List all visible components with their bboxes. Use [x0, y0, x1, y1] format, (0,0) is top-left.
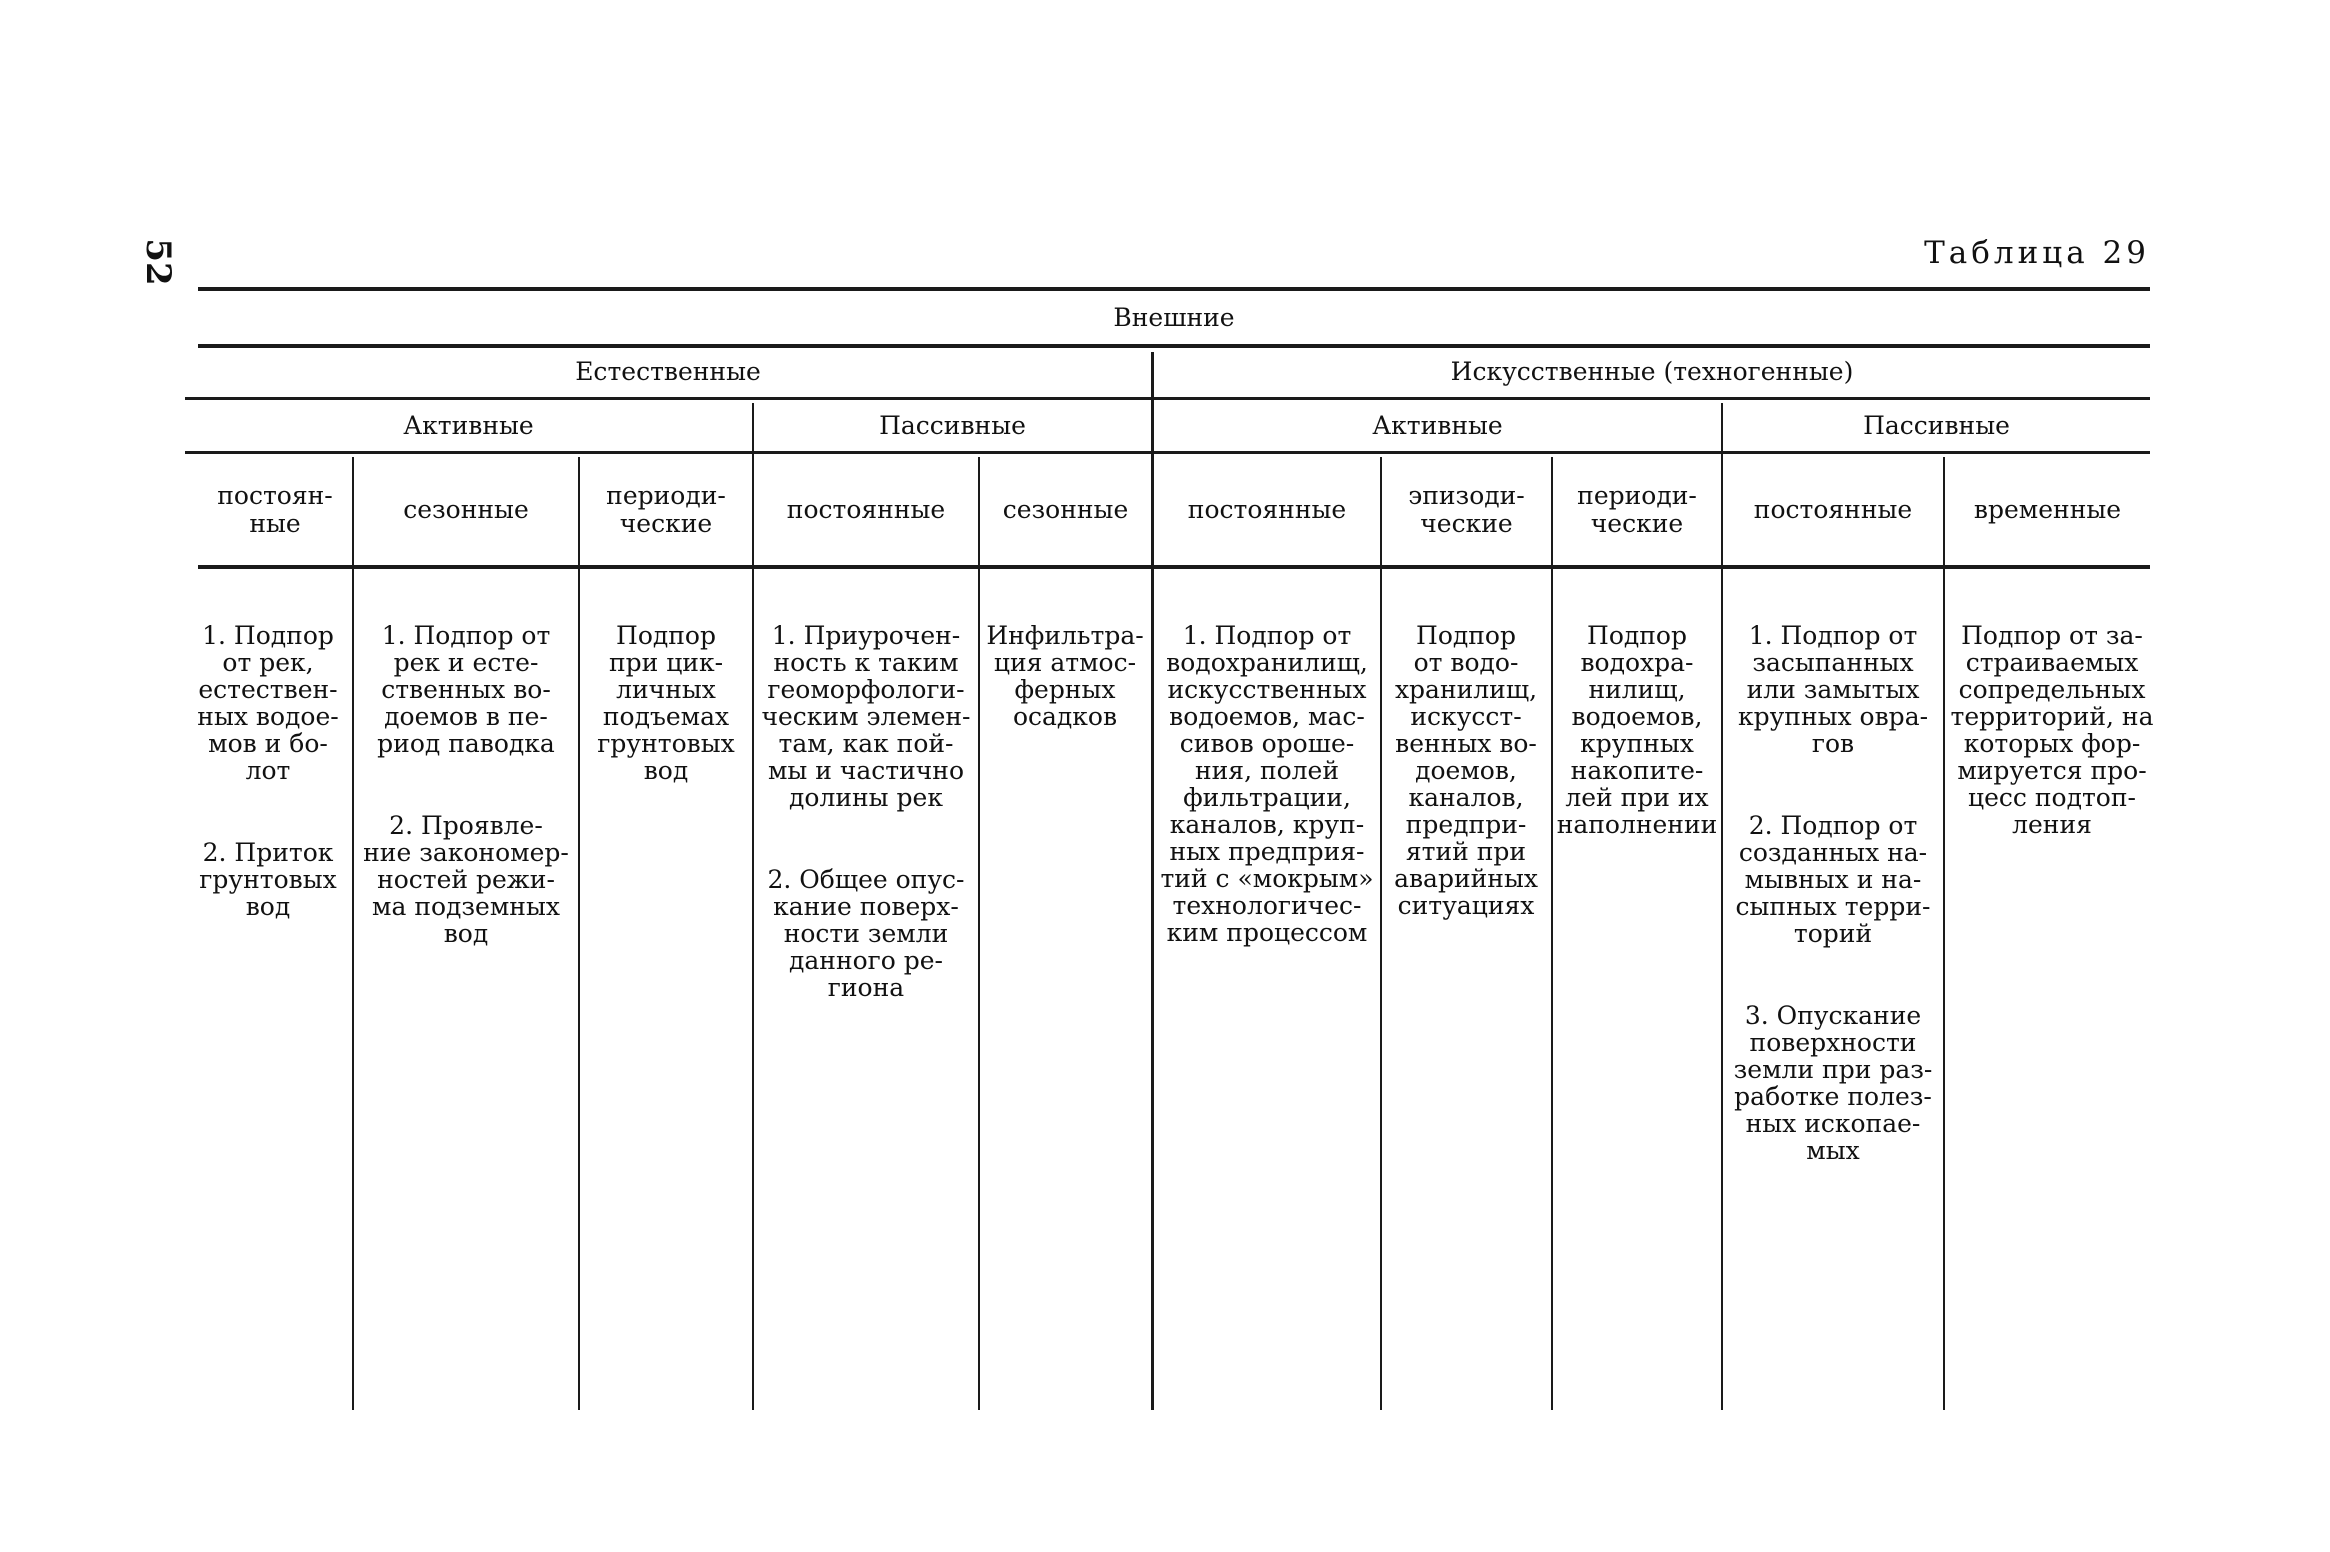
cell-item: 3. Опускание поверхности земли при раз- работке полез- ных ископае- мых [1733, 1001, 1933, 1165]
cell-item: 2. Проявле- ние закономер- ностей режи- ма подземных вод [363, 811, 569, 948]
header-natural-passive: Пассивные [879, 411, 1026, 440]
header-natural: Естественные [575, 357, 761, 386]
cell-item: 2. Общее опус- кание поверх- ности земли данного ре- гиона [767, 865, 965, 1002]
col-divider-9 [1943, 457, 1945, 1410]
cell-item: Подпор от водо- хранилищ, искусст- венных во- доемов, каналов, предпри- ятий при аварийных ситуациях [1394, 621, 1538, 920]
body-cell-6 [1155, 595, 1379, 973]
cell-item: Подпор водохра- нилищ, водоемов, крупных накопите- лей при их наполнении [1556, 621, 1718, 839]
column-header-10: временные [1973, 495, 2122, 524]
page-number: 52 [138, 238, 178, 286]
cell-item: 1. Подпор от рек, естествен- ных водое- мов и бо- лот [197, 621, 339, 785]
cell-item: 1. Подпор от засыпанных или замытых крупных овра- гов [1737, 621, 1929, 758]
body-cell-1 [183, 595, 353, 947]
column-header-7: эпизоди- ческие [1408, 481, 1525, 538]
cell-item: Подпор от за- страиваемых сопредельных территорий, на которых фор- мируется про- цесс подтоп- ления [1950, 621, 2154, 839]
column-header-5: сезонные [1002, 495, 1129, 524]
body-cell-4 [755, 595, 977, 1028]
cell-item: Подпор при цик- личных подъемах грунтовых вод [597, 621, 735, 785]
columns-bottom-rule [198, 565, 2150, 569]
column-header-2: сезонные [403, 495, 529, 524]
header-artificial-passive: Пассивные [1863, 411, 2010, 440]
body-cell-5 [980, 595, 1150, 757]
column-header-4: постоянные [786, 495, 946, 524]
cell-item: 1. Подпор от водохранилищ, искусственных водоемов, мас- сивов ороше- ния, полей фильтрации, каналов, круп- ных предприя- тий с «мокрым» технологичес- ким процессом [1160, 621, 1374, 947]
column-header-3: периоди- ческие [606, 481, 726, 538]
header-external: Внешние [1113, 303, 1235, 332]
table-top-rule [198, 287, 2150, 291]
body-cell-7 [1382, 595, 1550, 946]
body-cell-8 [1553, 595, 1721, 865]
cell-item: 1. Подпор от рек и есте- ственных во- доемов в пе- риод паводка [377, 621, 555, 758]
col-divider-2 [578, 457, 580, 1410]
header-artificial-active: Активные [1372, 411, 1503, 440]
column-header-1: постоян- ные [217, 481, 333, 538]
column-header-9: постоянные [1753, 495, 1913, 524]
external-header-rule [198, 344, 2150, 348]
cell-item: 2. Подпор от созданных на- мывных и на- сыпных терри- торий [1735, 811, 1931, 948]
cell-item: Инфильтра- ция атмос- ферных осадков [986, 621, 1144, 731]
body-cell-2 [355, 595, 577, 974]
body-cell-9 [1724, 595, 1942, 1191]
header-natural-active: Активные [403, 411, 534, 440]
cell-item: 2. Приток грунтовых вод [199, 838, 337, 921]
body-cell-3 [581, 595, 751, 811]
header-artificial: Искусственные (техногенные) [1450, 357, 1854, 386]
body-cell-10 [1946, 595, 2158, 865]
column-header-8: периоди- ческие [1577, 481, 1697, 538]
column-header-6: постоянные [1187, 495, 1347, 524]
natural-artificial-rule [185, 397, 2150, 400]
table-title: Таблица 29 [1924, 235, 2150, 271]
active-passive-rule [185, 451, 2150, 454]
cell-item: 1. Приурочен- ность к таким геоморфологи- ческим элемен- там, как пой- мы и частично долины рек [761, 621, 971, 812]
